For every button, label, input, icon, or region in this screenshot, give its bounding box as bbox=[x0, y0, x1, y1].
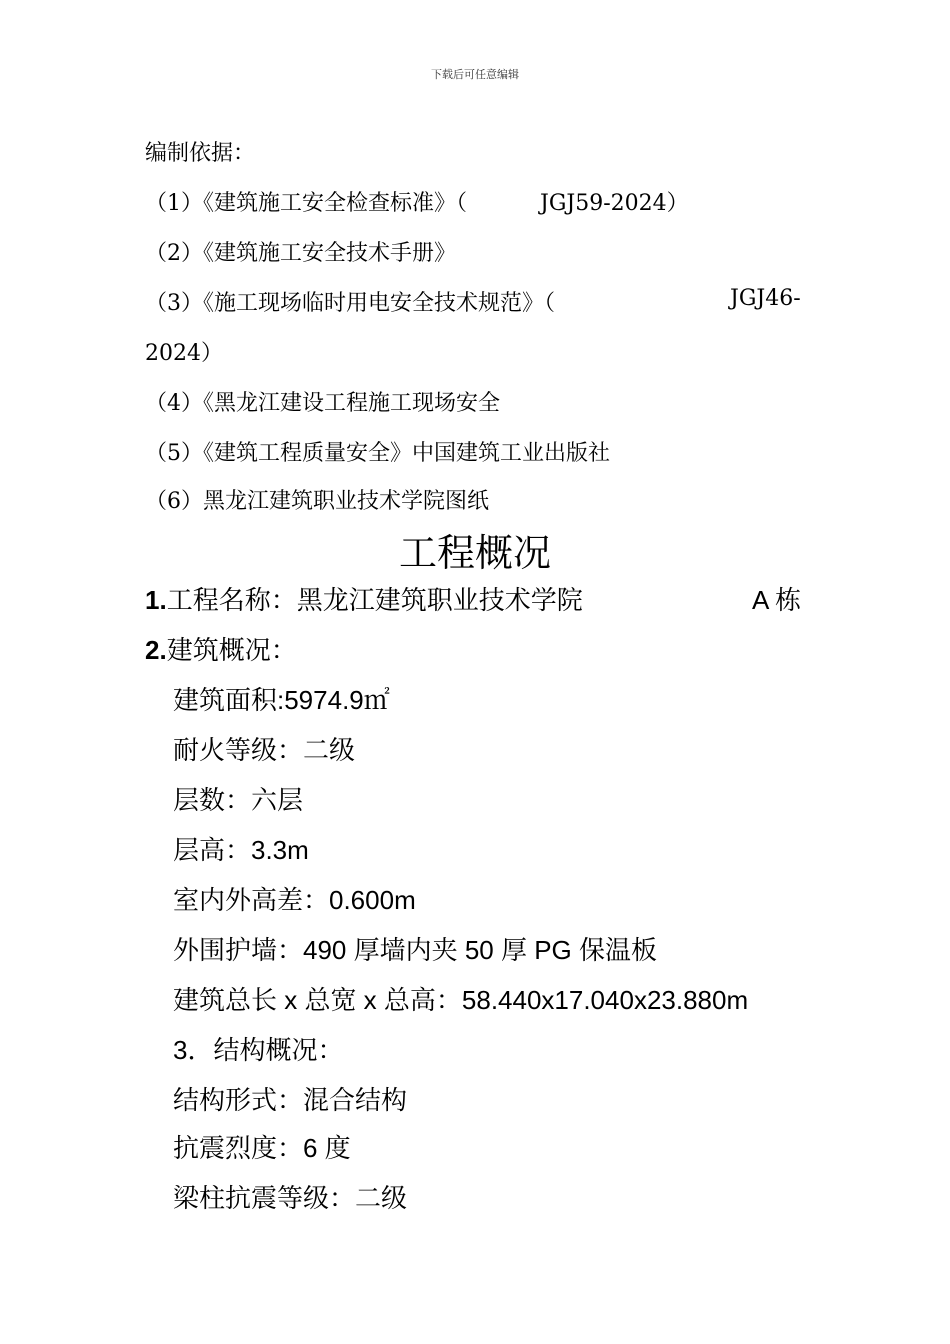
item-number: 2. bbox=[145, 635, 167, 665]
item-number: 1. bbox=[145, 585, 167, 615]
basis-item-prefix: （3） bbox=[145, 291, 203, 316]
project-name-row bbox=[145, 580, 583, 617]
basis-item-prefix: （6） bbox=[145, 489, 203, 514]
basis-item-6 bbox=[145, 484, 489, 515]
basis-item-text: 《建筑工程质量安全》中国建筑工业出版社 bbox=[203, 441, 611, 466]
basis-item-5 bbox=[145, 436, 610, 467]
basis-item-code-continued: 2024） bbox=[145, 341, 223, 366]
basis-item-code: JGJ59-2024） bbox=[540, 191, 689, 216]
project-name-label: 工程名称：黑龙江建筑职业技术学院 bbox=[166, 585, 583, 615]
elevation-difference-row: 室内外高差：0.600m bbox=[173, 885, 416, 915]
structure-type-row: 结构形式：混合结构 bbox=[173, 1085, 408, 1115]
basis-heading: 编制依据： bbox=[145, 141, 256, 166]
basis-item-text: 《建筑施工安全技术手册》 bbox=[203, 241, 457, 266]
page-header-note: 下载后可任意编辑 bbox=[431, 68, 519, 81]
building-overview-heading bbox=[145, 630, 297, 667]
floor-height-row: 层高：3.3m bbox=[173, 835, 309, 865]
seismic-grade-row: 梁柱抗震等级：二级 bbox=[173, 1183, 408, 1213]
exterior-wall-row: 外围护墙：490 厚墙内夹 50 厚 PG 保温板 bbox=[173, 935, 657, 965]
section-title: 工程概况 bbox=[398, 531, 551, 575]
project-name-suffix: A 栋 bbox=[752, 585, 802, 615]
basis-item-code: JGJ46- bbox=[730, 286, 801, 311]
basis-item-text: 《黑龙江建设工程施工现场安全 bbox=[203, 391, 501, 416]
basis-item-text: 《建筑施工安全检查标准》（ bbox=[203, 191, 468, 216]
structure-overview-heading: 3．结构概况： bbox=[173, 1035, 344, 1065]
basis-item-2 bbox=[145, 236, 456, 267]
seismic-intensity-row: 抗震烈度：6 度 bbox=[173, 1133, 351, 1163]
basis-item-3 bbox=[145, 286, 555, 317]
basis-item-text: 黑龙江建筑职业技术学院图纸 bbox=[203, 489, 490, 514]
basis-item-prefix: （2） bbox=[145, 241, 203, 266]
building-overview-label: 建筑概况： bbox=[166, 635, 297, 665]
building-area-row: 建筑面积:5974.9㎡ bbox=[173, 685, 390, 715]
fire-rating-row: 耐火等级：二级 bbox=[173, 735, 356, 765]
building-dimensions-row: 建筑总长 x 总宽 x 总高：58.440x17.040x23.880m bbox=[173, 985, 749, 1015]
basis-item-prefix: （4） bbox=[145, 391, 203, 416]
basis-item-4 bbox=[145, 386, 500, 417]
basis-item-prefix: （5） bbox=[145, 441, 203, 466]
basis-item-text: 《施工现场临时用电安全技术规范》（ bbox=[203, 291, 556, 316]
basis-item-1 bbox=[145, 186, 467, 217]
floor-count-row: 层数：六层 bbox=[173, 785, 304, 815]
basis-item-prefix: （1） bbox=[145, 191, 203, 216]
